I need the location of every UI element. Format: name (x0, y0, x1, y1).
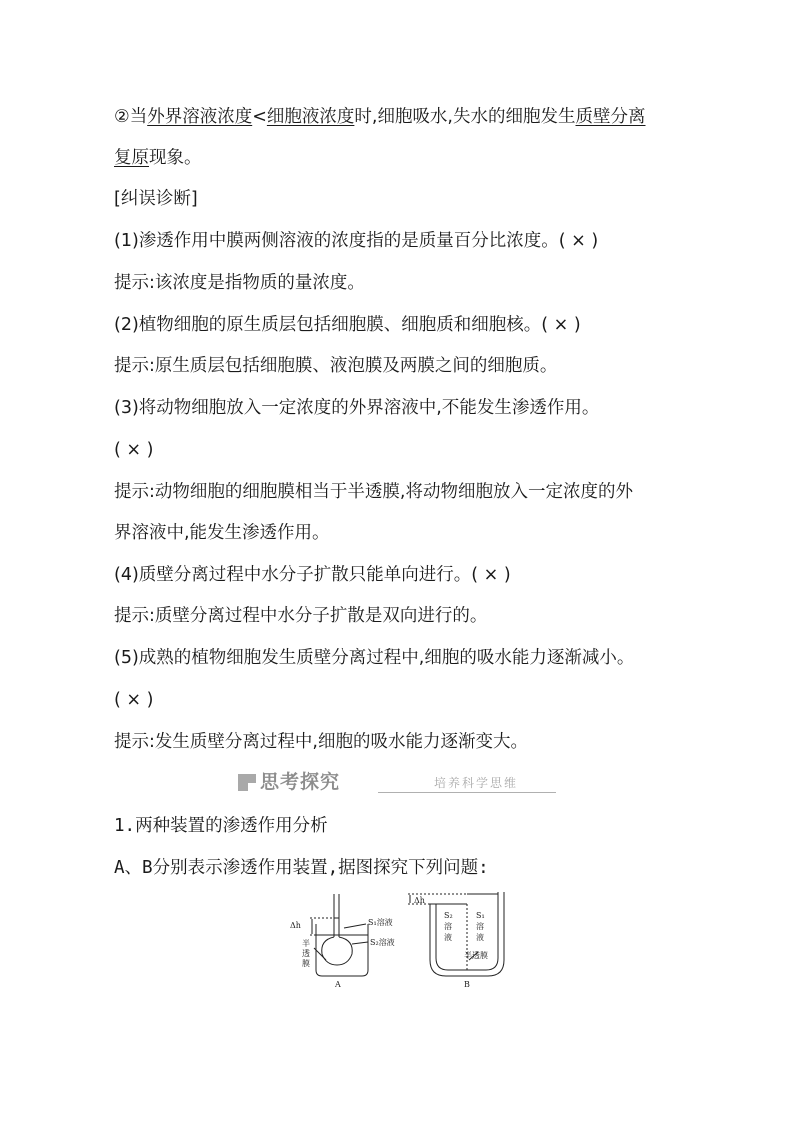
topic-heading: 1.两种装置的渗透作用分析 (114, 816, 328, 836)
label-s2-b-solution-1: 溶 (444, 922, 452, 931)
item-3-answer-mark: ( × ) (114, 440, 154, 460)
delta-h-label-a: Δh (290, 921, 301, 930)
leader-s2 (352, 942, 368, 944)
section-banner (238, 770, 556, 794)
label-membrane-a-1: 半 (302, 939, 310, 948)
leader-s1 (344, 924, 366, 928)
apparatus-a (310, 894, 368, 976)
label-membrane-a-2: 透 (302, 949, 310, 958)
item-5-question: (5)成熟的植物细胞发生质壁分离过程中,细胞的吸水能力逐渐减小。 (114, 648, 635, 668)
label-s2-b-solution-2: 液 (444, 933, 452, 942)
label-membrane-b: 半透膜 (464, 951, 488, 960)
item-2-question: (2)植物细胞的原生质层包括细胞膜、细胞质和细胞核。( × ) (114, 315, 581, 335)
text-line-1: ②当外界溶液浓度<细胞液浓度时,细胞吸水,失水的细胞发生质壁分离 (114, 107, 646, 127)
label-s1-b: S₁ (476, 911, 485, 920)
item-2-hint: 提示:原生质层包括细胞膜、液泡膜及两膜之间的细胞质。 (114, 356, 558, 376)
banner-rule (378, 792, 556, 793)
section-heading: [纠误诊断] (114, 189, 198, 209)
item-1-hint: 提示:该浓度是指物质的量浓度。 (114, 273, 365, 293)
text-line-2: 复原现象。 (114, 148, 202, 168)
item-5-answer-mark: ( × ) (114, 690, 154, 710)
label-s1-b-solution-2: 液 (476, 933, 484, 942)
banner-title: 思考探究 (260, 771, 341, 793)
underlined-term-outer-concentration: 外界溶液浓度 (147, 107, 253, 127)
delta-h-label-b: Δh (414, 896, 425, 905)
caption-a: A (335, 980, 341, 989)
item-5-hint: 提示:发生质壁分离过程中,细胞的吸水能力逐渐变大。 (114, 732, 528, 752)
item-3-hint-cont: 界溶液中,能发生渗透作用。 (114, 523, 330, 543)
item-1-question: (1)渗透作用中膜两侧溶液的浓度指的是质量百分比浓度。( × ) (114, 231, 599, 251)
underlined-term-recovery: 复原 (114, 148, 149, 168)
banner-block-icon (238, 774, 256, 791)
item-3-question: (3)将动物细胞放入一定浓度的外界溶液中,不能发生渗透作用。 (114, 398, 600, 418)
label-membrane-a-3: 膜 (302, 959, 310, 968)
label-s1-solution: S₁溶液 (368, 918, 393, 927)
underlined-term-plasmolysis: 质壁分离 (575, 107, 646, 127)
item-3-hint: 提示:动物细胞的细胞膜相当于半透膜,将动物细胞放入一定浓度的外 (114, 482, 633, 502)
underlined-term-cell-sap-concentration: 细胞液浓度 (266, 107, 355, 127)
banner-subtitle: 培养科学思维 (434, 776, 519, 790)
intro-text: A、B分别表示渗透作用装置,据图探究下列问题: (114, 858, 489, 878)
beaker-a (316, 924, 368, 976)
item-4-question: (4)质壁分离过程中水分子扩散只能单向进行。( × ) (114, 565, 511, 585)
item-4-hint: 提示:质壁分离过程中水分子扩散是双向进行的。 (114, 606, 488, 626)
osmosis-figure (286, 890, 516, 990)
label-s2-solution: S₂溶液 (370, 938, 395, 947)
funnel-bulb (322, 937, 352, 965)
caption-b: B (464, 980, 470, 989)
label-s2-b: S₂ (444, 911, 453, 920)
label-s1-b-solution-1: 溶 (476, 922, 484, 931)
